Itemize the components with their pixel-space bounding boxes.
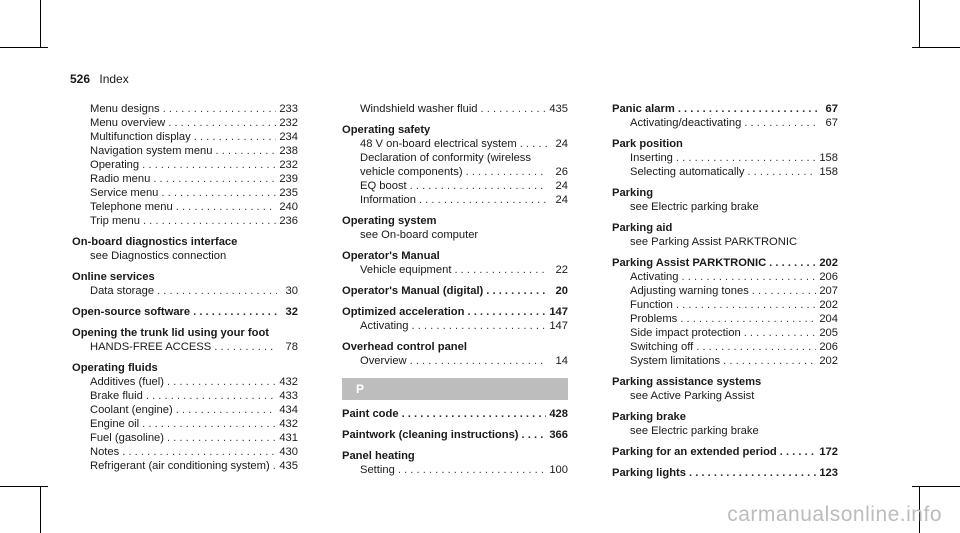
crop-mark	[912, 47, 960, 48]
index-entry	[612, 235, 838, 249]
dot-leader	[193, 305, 277, 319]
index-entry	[612, 200, 838, 214]
entry-text: Operating safety	[342, 124, 431, 136]
index-heading[interactable]	[342, 284, 568, 298]
entry-text: Parking aid	[612, 222, 673, 234]
entry-text: Function	[630, 299, 673, 311]
index-entry[interactable]	[342, 165, 568, 179]
dot-leader	[678, 102, 817, 116]
section-letter: P	[342, 378, 568, 400]
dot-leader	[780, 445, 817, 459]
dot-leader	[216, 144, 277, 158]
page-reference[interactable]: 435	[549, 103, 568, 115]
dot-leader	[747, 165, 816, 179]
dot-leader	[752, 284, 817, 298]
index-heading[interactable]	[612, 466, 838, 480]
index-heading	[72, 326, 298, 340]
entry-text: Brake fluid	[90, 390, 143, 402]
index-entry[interactable]	[72, 158, 298, 172]
page-reference[interactable]: 202	[819, 257, 838, 269]
index-heading[interactable]	[342, 428, 568, 442]
entry-text: see Diagnostics connection	[90, 250, 227, 262]
index-heading	[612, 186, 838, 200]
entry-text: Panel heating	[342, 450, 415, 462]
entry-text: see Electric parking brake	[630, 201, 759, 213]
index-entry[interactable]	[342, 102, 568, 116]
entry-text: see On-board computer	[360, 229, 479, 241]
watermark: carmanualsonline.info	[727, 503, 942, 526]
entry-text: EQ boost	[360, 180, 407, 192]
page-reference[interactable]: 240	[279, 201, 298, 213]
crop-mark	[0, 47, 48, 48]
dot-leader	[168, 116, 276, 130]
index-entry	[342, 151, 568, 165]
entry-text: Operator's Manual	[342, 250, 440, 262]
entry-text: Panic alarm	[612, 103, 675, 115]
page-reference[interactable]: 202	[819, 299, 838, 311]
entry-text: Opening the trunk lid using your foot	[72, 327, 270, 339]
page-reference[interactable]: 24	[555, 138, 568, 150]
page-reference[interactable]: 100	[549, 464, 568, 476]
dot-leader	[122, 445, 276, 459]
dot-leader	[689, 466, 816, 480]
dot-leader	[520, 137, 547, 151]
entry-text: Operating system	[342, 215, 437, 227]
index-entry[interactable]	[72, 375, 298, 389]
page-reference[interactable]: 67	[825, 103, 838, 115]
index-heading	[612, 375, 838, 389]
dot-leader	[723, 354, 816, 368]
page-reference[interactable]: 235	[279, 187, 298, 199]
entry-text: Engine oil	[90, 418, 140, 430]
entry-text: Paintwork (cleaning instructions)	[342, 429, 519, 441]
entry-text: Parking brake	[612, 411, 686, 423]
page-reference[interactable]: 147	[549, 306, 568, 318]
dot-leader	[419, 193, 547, 207]
crop-mark	[919, 0, 920, 48]
page-reference[interactable]: 432	[279, 376, 298, 388]
dot-leader	[744, 116, 817, 130]
page-reference[interactable]: 428	[549, 408, 568, 420]
entry-text: Switching off	[630, 341, 694, 353]
index-column-2	[342, 102, 568, 477]
page-reference[interactable]: 202	[819, 355, 838, 367]
page-reference[interactable]: 430	[279, 446, 298, 458]
page-reference[interactable]: 239	[279, 173, 298, 185]
index-entry[interactable]	[612, 298, 838, 312]
page-reference[interactable]: 207	[819, 285, 838, 297]
page-reference[interactable]: 67	[825, 117, 838, 129]
index-heading[interactable]	[612, 256, 838, 270]
index-entry[interactable]	[72, 389, 298, 403]
page-reference[interactable]: 205	[819, 327, 838, 339]
page-reference[interactable]: 123	[819, 467, 838, 479]
page-reference[interactable]: 172	[819, 446, 838, 458]
entry-text: Menu overview	[90, 117, 166, 129]
entry-text: see Parking Assist PARKTRONIC	[630, 236, 798, 248]
index-entry[interactable]	[72, 144, 298, 158]
index-heading[interactable]	[342, 407, 568, 421]
entry-text: vehicle components)	[360, 166, 463, 178]
index-column-1	[72, 102, 298, 473]
dot-leader	[680, 312, 816, 326]
entry-text: Optimized acceleration	[342, 306, 465, 318]
index-entry[interactable]	[342, 319, 568, 333]
dot-leader	[467, 305, 546, 319]
page-reference[interactable]: 158	[819, 152, 838, 164]
index-entry[interactable]	[612, 270, 838, 284]
index-entry[interactable]	[612, 312, 838, 326]
entry-text: Setting	[360, 464, 395, 476]
index-entry[interactable]	[72, 214, 298, 228]
dot-leader	[142, 158, 276, 172]
entry-text: Service menu	[90, 187, 159, 199]
index-entry[interactable]	[72, 130, 298, 144]
page-reference[interactable]: 234	[279, 131, 298, 143]
index-entry[interactable]	[72, 186, 298, 200]
entry-text: Navigation system menu	[90, 145, 213, 157]
page-reference[interactable]: 435	[279, 460, 298, 472]
entry-text: Operating	[90, 159, 140, 171]
dot-leader	[522, 428, 547, 442]
entry-text: Parking assistance systems	[612, 376, 762, 388]
dot-leader	[454, 263, 547, 277]
index-heading	[612, 221, 838, 235]
index-entry[interactable]	[342, 193, 568, 207]
dot-leader	[398, 463, 546, 477]
dot-leader	[153, 172, 276, 186]
entry-text: Telephone menu	[90, 201, 173, 213]
page-number: 526	[70, 72, 91, 86]
index-heading	[342, 214, 568, 228]
entry-text: System limitations	[630, 355, 721, 367]
entry-text: Overhead control panel	[342, 341, 467, 353]
index-entry[interactable]	[342, 137, 568, 151]
index-entry[interactable]	[612, 284, 838, 298]
entry-text: Refrigerant (air conditioning system)	[90, 460, 270, 472]
index-heading	[342, 340, 568, 354]
entry-text: Notes	[90, 446, 120, 458]
page-title: Index	[99, 72, 129, 86]
dot-leader	[676, 151, 816, 165]
entry-text: Radio menu	[90, 173, 151, 185]
entry-text: Paint code	[342, 408, 399, 420]
index-entry[interactable]	[72, 284, 298, 298]
dot-leader	[682, 270, 817, 284]
entry-text: Data storage	[90, 285, 155, 297]
dot-leader	[696, 340, 816, 354]
page-header	[70, 72, 129, 86]
page-reference[interactable]: 206	[819, 341, 838, 353]
index-heading[interactable]	[612, 102, 838, 116]
dot-leader	[194, 130, 277, 144]
entry-text: Declaration of conformity (wireless	[360, 152, 531, 164]
index-entry	[612, 424, 838, 438]
dot-leader	[481, 102, 547, 116]
page-reference[interactable]: 233	[279, 103, 298, 115]
dot-leader	[676, 298, 816, 312]
page-reference[interactable]: 24	[555, 180, 568, 192]
entry-text: Coolant (engine)	[90, 404, 173, 416]
page-reference[interactable]: 32	[285, 306, 298, 318]
crop-mark	[0, 486, 48, 487]
page-reference[interactable]: 432	[279, 418, 298, 430]
entry-text: Adjusting warning tones	[630, 285, 749, 297]
index-column-3	[612, 102, 838, 480]
dot-leader	[412, 319, 547, 333]
index-entry[interactable]	[72, 459, 298, 473]
index-entry[interactable]	[72, 431, 298, 445]
index-heading	[342, 249, 568, 263]
index-heading	[342, 123, 568, 137]
index-entry[interactable]	[72, 102, 298, 116]
index-entry[interactable]	[72, 116, 298, 130]
entry-text: see Electric parking brake	[630, 425, 759, 437]
index-entry[interactable]	[612, 116, 838, 130]
dot-leader	[744, 326, 817, 340]
dot-leader	[167, 431, 276, 445]
entry-text: Inserting	[630, 152, 673, 164]
entry-text: Parking	[612, 187, 654, 199]
crop-mark	[912, 486, 960, 487]
page-reference[interactable]: 366	[549, 429, 568, 441]
entry-text: On-board diagnostics interface	[72, 236, 238, 248]
entry-text: Additives (fuel)	[90, 376, 164, 388]
index-heading[interactable]	[612, 445, 838, 459]
index-entry[interactable]	[72, 172, 298, 186]
crop-mark	[40, 486, 41, 533]
index-entry	[612, 389, 838, 403]
entry-text: Multifunction display	[90, 131, 191, 143]
dot-leader	[273, 459, 277, 473]
entry-text: Operator's Manual (digital)	[342, 285, 484, 297]
index-entry[interactable]	[72, 200, 298, 214]
dot-leader	[486, 284, 547, 298]
index-entry[interactable]	[612, 326, 838, 340]
page-reference[interactable]: 431	[279, 432, 298, 444]
page-reference[interactable]: 78	[285, 341, 298, 353]
index-entry[interactable]	[72, 340, 298, 354]
index-heading[interactable]	[72, 305, 298, 319]
index-entry[interactable]	[72, 445, 298, 459]
dot-leader	[176, 200, 277, 214]
entry-text: Operating fluids	[72, 362, 158, 374]
dot-leader	[769, 256, 816, 270]
entry-text: Activating	[360, 320, 409, 332]
entry-text: HANDS-FREE ACCESS	[90, 341, 212, 353]
page-reference[interactable]: 232	[279, 159, 298, 171]
index-entry[interactable]	[612, 354, 838, 368]
dot-leader	[466, 165, 547, 179]
dot-leader	[143, 214, 276, 228]
index-entry	[342, 228, 568, 242]
entry-text: Open-source software	[72, 306, 191, 318]
index-heading	[612, 410, 838, 424]
page-reference[interactable]: 14	[555, 355, 568, 367]
page-reference[interactable]: 22	[555, 264, 568, 276]
entry-text: Trip menu	[90, 215, 140, 227]
index-heading	[612, 137, 838, 151]
index-entry[interactable]	[72, 417, 298, 431]
index-entry[interactable]	[342, 463, 568, 477]
entry-text: Online services	[72, 271, 155, 283]
index-entry[interactable]	[612, 340, 838, 354]
page-reference[interactable]: 20	[555, 285, 568, 297]
dot-leader	[410, 354, 547, 368]
crop-mark	[40, 0, 41, 48]
dot-leader	[410, 179, 547, 193]
index-entry	[72, 249, 298, 263]
entry-text: 48 V on-board electrical system	[360, 138, 517, 150]
page-reference[interactable]: 238	[279, 145, 298, 157]
page-reference[interactable]: 236	[279, 215, 298, 227]
entry-text: see Active Parking Assist	[630, 390, 755, 402]
dot-leader	[163, 102, 277, 116]
entry-text: Problems	[630, 313, 678, 325]
page-reference[interactable]: 232	[279, 117, 298, 129]
entry-text: Information	[360, 194, 416, 206]
entry-text: Vehicle equipment	[360, 264, 452, 276]
dot-leader	[157, 284, 277, 298]
page-reference[interactable]: 24	[555, 194, 568, 206]
index-entry[interactable]	[72, 403, 298, 417]
entry-text: Fuel (gasoline)	[90, 432, 164, 444]
entry-text: Activating	[630, 271, 679, 283]
entry-text: Selecting automatically	[630, 166, 745, 178]
entry-text: Parking for an extended period	[612, 446, 777, 458]
index-entry[interactable]	[342, 179, 568, 193]
index-heading	[72, 235, 298, 249]
index-heading	[342, 449, 568, 463]
page-reference[interactable]: 433	[279, 390, 298, 402]
page-reference[interactable]: 147	[549, 320, 568, 332]
entry-text: Side impact protection	[630, 327, 741, 339]
dot-leader	[146, 389, 276, 403]
index-heading[interactable]	[342, 305, 568, 319]
index-entry[interactable]	[612, 151, 838, 165]
dot-leader	[167, 375, 276, 389]
entry-text: Menu designs	[90, 103, 160, 115]
dot-leader	[214, 340, 277, 354]
page-reference[interactable]: 26	[555, 166, 568, 178]
entry-text: Parking lights	[612, 467, 686, 479]
page-reference[interactable]: 30	[285, 285, 298, 297]
entry-text: Parking Assist PARKTRONIC	[612, 257, 767, 269]
page-reference[interactable]: 158	[819, 166, 838, 178]
index-heading	[72, 361, 298, 375]
entry-text: Activating/deactivating	[630, 117, 742, 129]
dot-leader	[402, 407, 547, 421]
dot-leader	[161, 186, 276, 200]
dot-leader	[176, 403, 277, 417]
index-heading	[72, 270, 298, 284]
entry-text: Overview	[360, 355, 407, 367]
page-reference[interactable]: 206	[819, 271, 838, 283]
page-reference[interactable]: 204	[819, 313, 838, 325]
dot-leader	[142, 417, 276, 431]
entry-text: Park position	[612, 138, 683, 150]
index-entry[interactable]	[342, 354, 568, 368]
index-entry[interactable]	[612, 165, 838, 179]
index-entry[interactable]	[342, 263, 568, 277]
entry-text: Windshield washer fluid	[360, 103, 478, 115]
page-reference[interactable]: 434	[279, 404, 298, 416]
